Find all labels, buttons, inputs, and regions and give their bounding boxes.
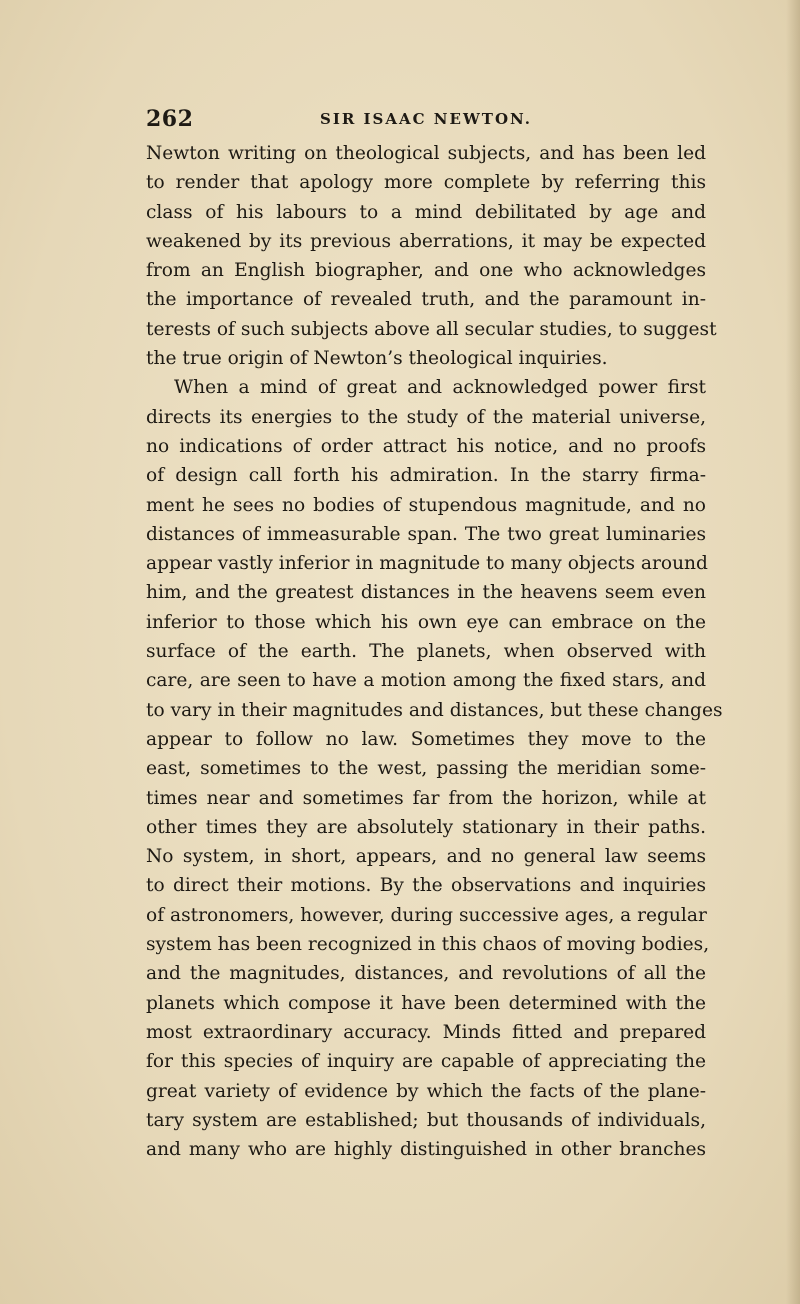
text-line: inferior to those which his own eye can embrace on the — [146, 611, 706, 633]
text-line: class of his labours to a mind debilitated by age and — [146, 201, 706, 223]
page-number: 262 — [146, 106, 194, 132]
text-line: and the magnitudes, distances, and revolutions of all the — [146, 963, 706, 985]
text-line: him, and the greatest distances in the heavens seem even — [146, 582, 706, 604]
page-header — [146, 106, 706, 136]
text-line: to direct their motions. By the observations and inquiries — [146, 875, 706, 897]
text-line: tary system are established; but thousands of individuals, — [146, 1109, 706, 1131]
text-line: directs its energies to the study of the material universe, — [146, 406, 706, 428]
text-line: east, sometimes to the west, passing the meridian some- — [146, 758, 706, 780]
text-line: most extraordinary accuracy. Minds fitted and prepared — [146, 1021, 706, 1043]
text-line: other times they are absolutely stationary in their paths. — [146, 816, 706, 838]
text-line: times near and sometimes far from the horizon, while at — [146, 787, 706, 809]
text-line: to render that apology more complete by referring this — [146, 172, 706, 194]
text-line: planets which compose it have been determined with the — [146, 992, 706, 1014]
paragraph — [146, 373, 723, 1164]
body-text — [146, 139, 723, 1164]
text-line: care, are seen to have a motion among the fixed stars, and — [146, 670, 706, 692]
text-line: great variety of evidence by which the facts of the plane- — [146, 1080, 706, 1102]
text-line: and many who are highly distinguished in other branches — [146, 1139, 706, 1161]
text-line: of astronomers, however, during successive ages, a regular — [146, 904, 707, 926]
text-line: appear vastly inferior in magnitude to many objects around — [146, 553, 708, 575]
running-title: SIR ISAAC NEWTON. — [319, 110, 532, 128]
text-line: for this species of inquiry are capable of appreciating the — [146, 1051, 706, 1073]
text-line: the true origin of Newton’s theological inquiries. — [146, 348, 608, 370]
text-line: Newton writing on theological subjects, and has been led — [146, 143, 706, 164]
text-line: When a mind of great and acknowledged power first — [174, 377, 706, 399]
text-line: No system, in short, appears, and no general law seems — [146, 846, 706, 868]
text-line: surface of the earth. The planets, when observed with — [146, 641, 706, 663]
text-line: distances of immeasurable span. The two great luminaries — [146, 523, 706, 545]
text-line: terests of such subjects above all secular studies, to suggest — [146, 318, 717, 340]
text-line: no indications of order attract his notice, and no proofs — [146, 435, 706, 457]
paragraph — [146, 139, 717, 373]
text-line: to vary in their magnitudes and distances, but these changes — [146, 699, 723, 721]
text-line: ment he sees no bodies of stupendous magnitude, and no — [146, 494, 706, 516]
text-line: from an English biographer, and one who acknowledges — [146, 260, 706, 282]
page-edge-shadow — [786, 0, 800, 1304]
text-line: the importance of revealed truth, and the paramount in- — [146, 289, 706, 311]
text-line: system has been recognized in this chaos of moving bodies, — [146, 934, 710, 956]
text-line: weakened by its previous aberrations, it may be expected — [146, 230, 706, 252]
text-line: of design call forth his admiration. In the starry firma- — [146, 465, 706, 487]
text-line: appear to follow no law. Sometimes they move to the — [146, 728, 706, 750]
